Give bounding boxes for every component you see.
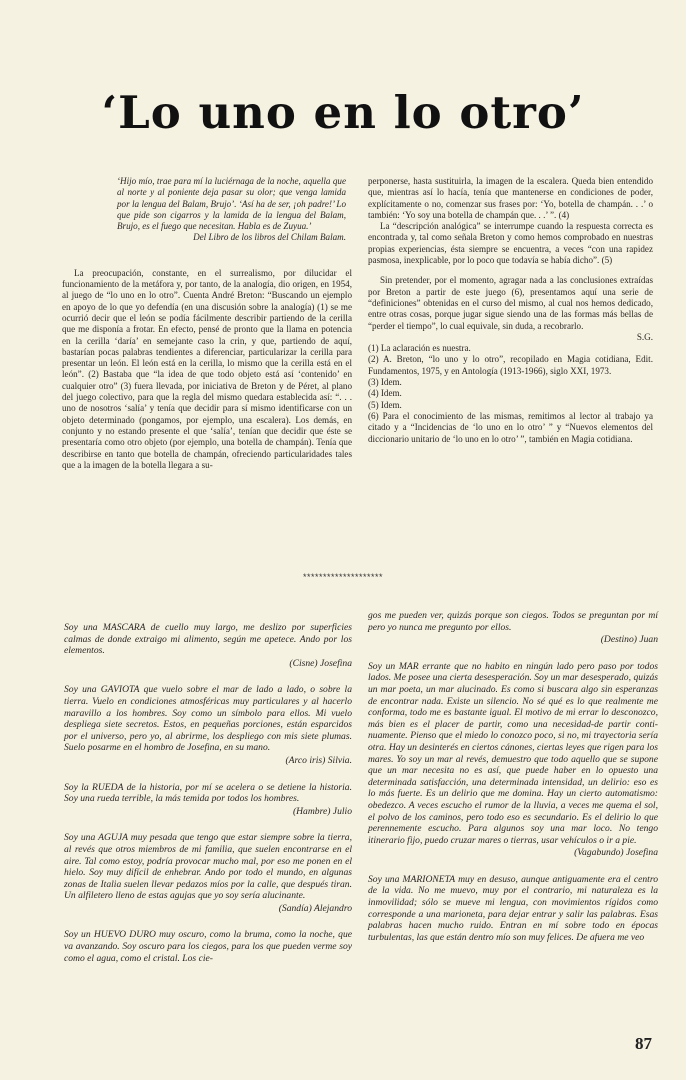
- epigraph-source: Del Libro de los libros del Chilam Balam.: [193, 232, 346, 243]
- page-number: 87: [635, 1034, 652, 1053]
- definition-entry: [64, 684, 352, 766]
- definition-entry: [368, 874, 658, 944]
- definition-text: Soy un HUEVO DURO muy oscuro, como la bruma, como la noche, que va avanzando. Soy oscuro para los ciegos, para los que pueden verme soy como el agua, como el cristal. Los cie-: [64, 929, 352, 964]
- footnote: (5) Idem.: [368, 399, 402, 410]
- definition-text: Soy una MASCARA de cuello muy largo, me deslizo por superficies calmas de donde extraigo mi alimento, según me apetece. Ando por los elementos.: [64, 622, 352, 657]
- definitions-right-column: [368, 610, 658, 958]
- definition-entry: [64, 782, 352, 818]
- definition-author: (Vagabundo) Josefina: [574, 847, 658, 859]
- footnotes: [368, 343, 653, 445]
- section-separator: ********************: [302, 572, 384, 582]
- definition-entry: [64, 622, 352, 669]
- definition-text: gos me pueden ver, quizás porque son ciegos. Todos se preguntan por mí pero yo nunca me pregunto por ellos.: [368, 610, 658, 633]
- definitions-left-column: [64, 622, 352, 979]
- definition-text: Soy una AGUJA muy pesada que tengo que estar siempre sobre la tierra, al revés que otros miembros de mi familia, que suelen encontrarse en el aire. Tal como estoy, podría provocar mucho mal, por eso me ponen en el hielo. Soy muy difícil de enhebrar. Ando por todo el mundo, en algunas zonas de Italia suelen llevar pedazos míos por la calle, que después tiran. Un alfiletero lleno de estas agujas que yo soy sería alucinante.: [64, 832, 352, 902]
- definition-author: (Cisne) Josefina: [289, 657, 352, 669]
- footnote: (3) Idem.: [368, 377, 402, 388]
- definition-author: (Arco iris) Silvia.: [285, 754, 352, 766]
- article-right-column: [368, 176, 653, 445]
- epigraph-text: ‘Hijo mío, trae para mí la luciérnaga de la noche, aquella que al norte y al poniente deja pasar su olor; que venga lamida por la lengua del Balam, Brujo’. ‘Así ha de ser, ¡oh padre!’ Lo que pide son cigarros y la lamida de la lengua del Balam, Brujo, es el fuego que necesitan. Habla es de Zuyua.’: [117, 176, 346, 232]
- article-title: ‘Lo uno en lo otro’: [101, 86, 585, 139]
- footnote: (4) Idem.: [368, 388, 402, 399]
- definition-text: Soy un MAR errante que no habito en ningún lado pero paso por todos lados. Me posee una cierta desesperación. Soy un mar desesperado, quizás un mar poeta, un mar alucinado. Es como si buscara algo sin esperanzas de encontrar nada. Existe un silencio. No sé qué es lo que realmente me conforma, todo me es bastante igual. El motivo de mi errar lo desconozco, más bien es el placer de partir, como una necesidad-de partir continuamente. Pienso que el miedo lo conozco poco, si no, mi trayectoria sería otra. Hay un desinterés en ciertos cánones, ciertas leyes que rigen para los mares. Yo soy un mar al revés, demuestro que todo aquello que se supone que un mar necesita no es así, que puede haber en lo opuesto una determinada satisfacción, una determinada intensidad, un delirio: eso es lo más fuerte. Es un delirio que me domina. Hay un cierto automatismo: obedezco. A veces escucho el rumor de la lluvia, a veces me quema el sol, el polvo de los caminos, pero todo eso es secundario. Es el delirio lo que perennemente escucho. Para algunos soy una mar loco. No tengo itinerario fijo, puedo cruzar mares o tierras, usar vehículos o ir a pie.: [368, 660, 658, 846]
- definition-entry: [64, 929, 352, 964]
- definition-entry: [64, 832, 352, 914]
- epigraph: [62, 176, 352, 244]
- footnote: (1) La aclaración es nuestra.: [368, 343, 471, 354]
- article-paragraph: La preocupación, constante, en el surrealismo, por dilucidar el funcionamiento de la metáfora y, por tanto, de la analogía, dio origen, en 1954, al juego de “lo uno en lo otro”. Cuenta André Breton: “Buscando un ejemplo en apoyo de lo que yo defendía (en una discusión sobre la analogía) (1) se me ocurrió decir que el león se podía fácilmente describir partiendo de la cerilla que me disponía a frotar. En efecto, pensé de pronto que la llama en potencia en la cerilla ‘daría’ en semejante caso la crin, y que, partiendo de aquí, bastarían pocas palabras tendientes a diferenciar, particularizar la cerilla para presentar un león. El león está en la cerilla, lo mismo que la cerilla está en el león”. (2) Bastaba que “la idea de que todo objeto está así ‘contenido’ en cualquier otro” (3) fuera llevada, por iniciativa de Breton y de Péret, al plano del juego colectivo, para que la regla del mismo quedara establecida así: “. . . uno de nosotros ‘salía’ y tenía que decidir para sí mismo identificarse con un objeto determinado (pongamos, por ejemplo, una escalera). Los demás, en conjunto y no estando presente el que ‘salía’, tenían que decidir que éste se presentaría como otro objeto (por ejemplo, una botella de champán). Tenía que describirse en tanto que botella de champán, ofreciendo particularidades tales que a la imagen de la botella llegara a su-: [62, 267, 352, 470]
- footnote: (2) A. Breton, “lo uno y lo otro”, recopilado en Magia cotidiana, Edit. Fundamentos, 1975, y en Antología (1913-1966), siglo XXI, 1973.: [368, 354, 653, 376]
- definition-entry: [368, 661, 658, 859]
- definition-text: Soy una GAVIOTA que vuelo sobre el mar de lado a lado, o sobre la tierra. Vuelo en condiciones atmosféricas muy particulares y al hacerlo maravillo a los hombres. Soy como un símbolo para ellos. Mi vuelo despliega siete secretos. Estos, en pequeñas porciones, están esparcidos por el universo, pero yo, al abrirme, los despliego con mis siete plumas. Suelo posarme en el hombro de Josefina, en su mano.: [64, 684, 352, 754]
- article-paragraph: perponerse, hasta sustituirla, la imagen de la escalera. Queda bien entendido que, mientras así lo hacía, tenía que mantenerse en condiciones de poder, explícitamente o no, comenzar sus frases por: ‘Yo, botella de champán. . .’ o también: ‘Yo soy una botella de champán que. . .’ ”. (4): [368, 176, 653, 220]
- definition-text: Soy la RUEDA de la historia, por mí se acelera o se detiene la historia. Soy una rueda terrible, la más temida por todos los hombres.: [64, 781, 352, 805]
- article-paragraph: La “descripción analógica” se interrumpe cuando la respuesta correcta es encontrada y, tal como señala Breton y como hemos comprobado en nuestras propias experiencias, ésta siempre se encuentra, a veces “con una rapidez pasmosa, inexplicable, por lo poco que todavía se había dicho”. (5): [368, 221, 653, 266]
- footnote: (6) Para el conocimiento de las mismas, remitimos al lector al trabajo ya citado y a “Incidencias de ‘lo uno en lo otro’ ” y “Nuevos elementos del diccionario unitario de ‘lo uno en lo otro’ ”, también en Magia cotidiana.: [368, 410, 653, 444]
- definition-author: (Sandía) Alejandro: [278, 902, 352, 914]
- definition-author: (Destino) Juan: [600, 634, 658, 646]
- article-left-column: [62, 176, 352, 471]
- article-paragraph: Sin pretender, por el momento, agragar nada a las conclusiones extraídas por Breton a partir de este juego (6), presentamos aquí una serie de “definiciones” obtenidas en el curso del mismo, al cual nos hemos dedicado, entre otras cosas, porque jugar sigue siendo una de las formas más bellas de “perder el tiempo”, lo cual equivale, sin duda, a recobrarlo.: [368, 275, 653, 331]
- definition-text: Soy una MARIONETA muy en desuso, aunque antiguamente era el centro de la vida. No me muevo, muy por el contrario, mi naturaleza es la inmovilidad; sólo se mueve mi lengua, con movimientos rígidos como corresponde a una marioneta, para dejar entrar y salir las palabras. Esas palabras hacen mucho ruido. Entran en mí sobre todo en épocas turbulentas, las que están dentro mío son muy felices. De afuera me veo: [368, 873, 658, 943]
- definition-author: (Hambre) Julio: [292, 805, 352, 817]
- definition-entry: [368, 610, 658, 646]
- signature: S.G.: [636, 331, 653, 342]
